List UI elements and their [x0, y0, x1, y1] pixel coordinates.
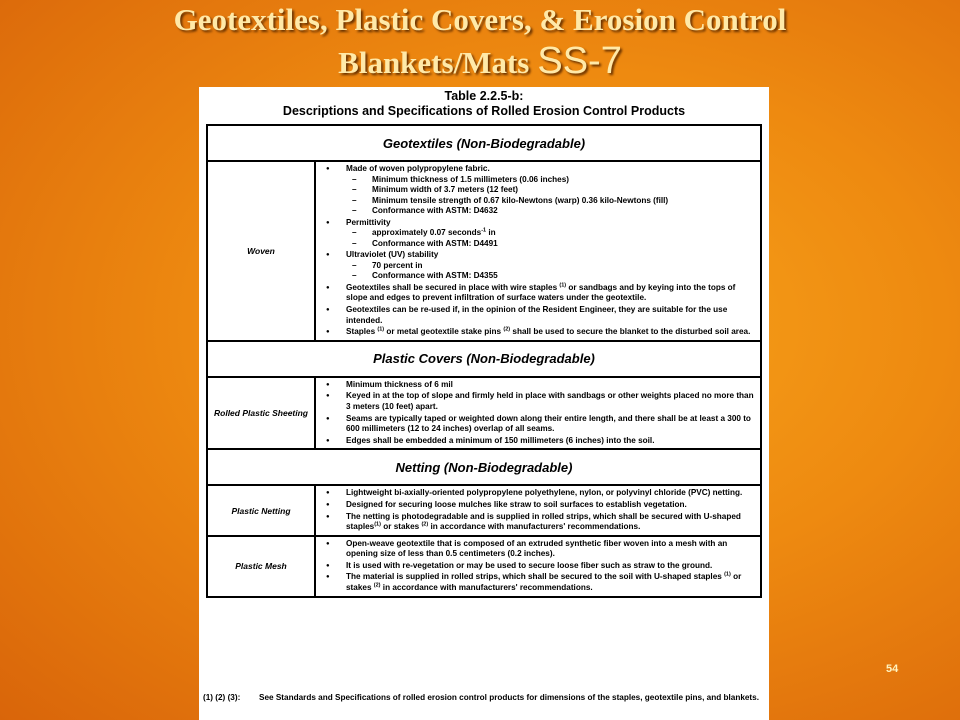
list-item: – approximately 0.07 seconds$^{-1}$ in — [346, 228, 756, 239]
row-label-plastic-netting: Plastic Netting — [207, 485, 315, 535]
list-item: ● Geotextiles shall be secured in place with wire staples $^{(1)}$ or sandbags and by keying into the tops of slope and edges to prevent infiltration of surface waters under the geotextile. — [320, 283, 756, 304]
list-item: – Conformance with ASTM: D4355 — [346, 271, 756, 282]
table-row — [207, 485, 761, 535]
table-row — [207, 161, 761, 341]
list-item: ● The netting is photodegradable and is supplied in rolled strips, which shall be secured with U-shaped staples$^{(1)}$ or stakes $^{(2)}$ in accordance with manufacturers' recommendations. — [320, 512, 756, 533]
list-item: ● Edges shall be embedded a minimum of 150 millimeters (6 inches) into the soil. — [320, 436, 756, 447]
slide-title-line1: Geotextiles, Plastic Covers, & Erosion Control — [173, 2, 787, 37]
table-footnote — [203, 693, 763, 704]
slide-title-line2: Blankets/Mats — [338, 44, 530, 80]
list-item: ● Geotextiles can be re-used if, in the opinion of the Resident Engineer, they are suitable for the use intended. — [320, 305, 756, 326]
list-item: – Minimum tensile strength of 0.67 kilo-Newtons (warp) 0.36 kilo-Newtons (fill) — [346, 196, 756, 207]
list-item: – Conformance with ASTM: D4632 — [346, 206, 756, 217]
page-number: 54 — [886, 663, 899, 675]
footnote-text: See Standards and Specifications of rolled erosion control products for dimensions of the staples, geotextile pins, and blankets. — [259, 693, 759, 702]
list-item: ● Ultraviolet (UV) stability – 70 percent in – Conformance with ASTM: D4355 — [320, 250, 756, 282]
specifications-table — [206, 124, 762, 598]
list-item: ● Minimum thickness of 6 mil — [320, 380, 756, 391]
list-item: ● Permittivity – approximately 0.07 seconds$^{-1}$ in – Conformance with ASTM: D4491 — [320, 218, 756, 250]
list-item: ● Made of woven polypropylene fabric. – Minimum thickness of 1.5 millimeters (0.06 inches) – Minimum width of 3.7 meters (12 feet) – Minimum tensile strength of 0.67 kilo-Newtons (warp) 0.36 kilo-Newtons (fill) – Conformance with ASTM: D4632 — [320, 164, 756, 217]
list-item: ● Open-weave geotextile that is composed of an extruded synthetic fiber woven into a mesh with an opening size of less than 0.5 centimeters (0.2 inches). — [320, 539, 756, 560]
table-row — [207, 536, 761, 597]
table-row — [207, 377, 761, 450]
row-label-woven: Woven — [207, 161, 315, 341]
table-caption: Descriptions and Specifications of Rolled Erosion Control Products — [282, 104, 686, 118]
footnote-key: (1) (2) (3): — [203, 693, 241, 702]
plastic-netting-specs — [315, 485, 761, 535]
row-label-plastic-mesh: Plastic Mesh — [207, 536, 315, 597]
rolled-plastic-specs — [315, 377, 761, 450]
list-item: ● The material is supplied in rolled strips, which shall be secured to the soil with U-shaped staples $^{(1)}$ or stakes $^{(2)}$ in accordance with manufacturers' recommendations. — [320, 572, 756, 593]
list-item: ● Seams are typically taped or weighted down along their entire length, and there shall be at least a 300 to 600 millimeters (12 to 24 inches) overlap of all seams. — [320, 414, 756, 435]
section-geotextiles: Geotextiles (Non-Biodegradable) — [207, 125, 761, 161]
slide-title — [0, 2, 960, 83]
list-item: – 70 percent in — [346, 261, 756, 272]
list-item: – Conformance with ASTM: D4491 — [346, 239, 756, 250]
list-item: ● Lightweight bi-axially-oriented polypropylene polyethylene, nylon, or polyvinyl chloride (PVC) netting. — [320, 488, 756, 499]
slide-title-code: SS-7 — [537, 39, 622, 82]
list-item: – Minimum thickness of 1.5 millimeters (0.06 inches) — [346, 175, 756, 186]
list-item: ● Staples $^{(1)}$ or metal geotextile stake pins $^{(2)}$ shall be used to secure the blanket to the disturbed soil area. — [320, 327, 756, 338]
list-item: ● Designed for securing loose mulches like straw to soil surfaces to establish vegetation. — [320, 500, 756, 511]
list-item: – Minimum width of 3.7 meters (12 feet) — [346, 185, 756, 196]
row-label-rolled-plastic: Rolled Plastic Sheeting — [207, 377, 315, 450]
woven-specs — [315, 161, 761, 341]
table-number: Table 2.2.5-b: — [444, 89, 524, 103]
list-item: ● Keyed in at the top of slope and firmly held in place with sandbags or other weights placed no more than 3 meters (10 feet) apart. — [320, 391, 756, 412]
section-plastic-covers: Plastic Covers (Non-Biodegradable) — [207, 341, 761, 377]
section-netting: Netting (Non-Biodegradable) — [207, 449, 761, 485]
list-item: ● It is used with re-vegetation or may be used to secure loose fiber such as straw to the ground. — [320, 561, 756, 572]
plastic-mesh-specs — [315, 536, 761, 597]
document-image — [199, 87, 769, 720]
table-heading — [199, 89, 769, 119]
